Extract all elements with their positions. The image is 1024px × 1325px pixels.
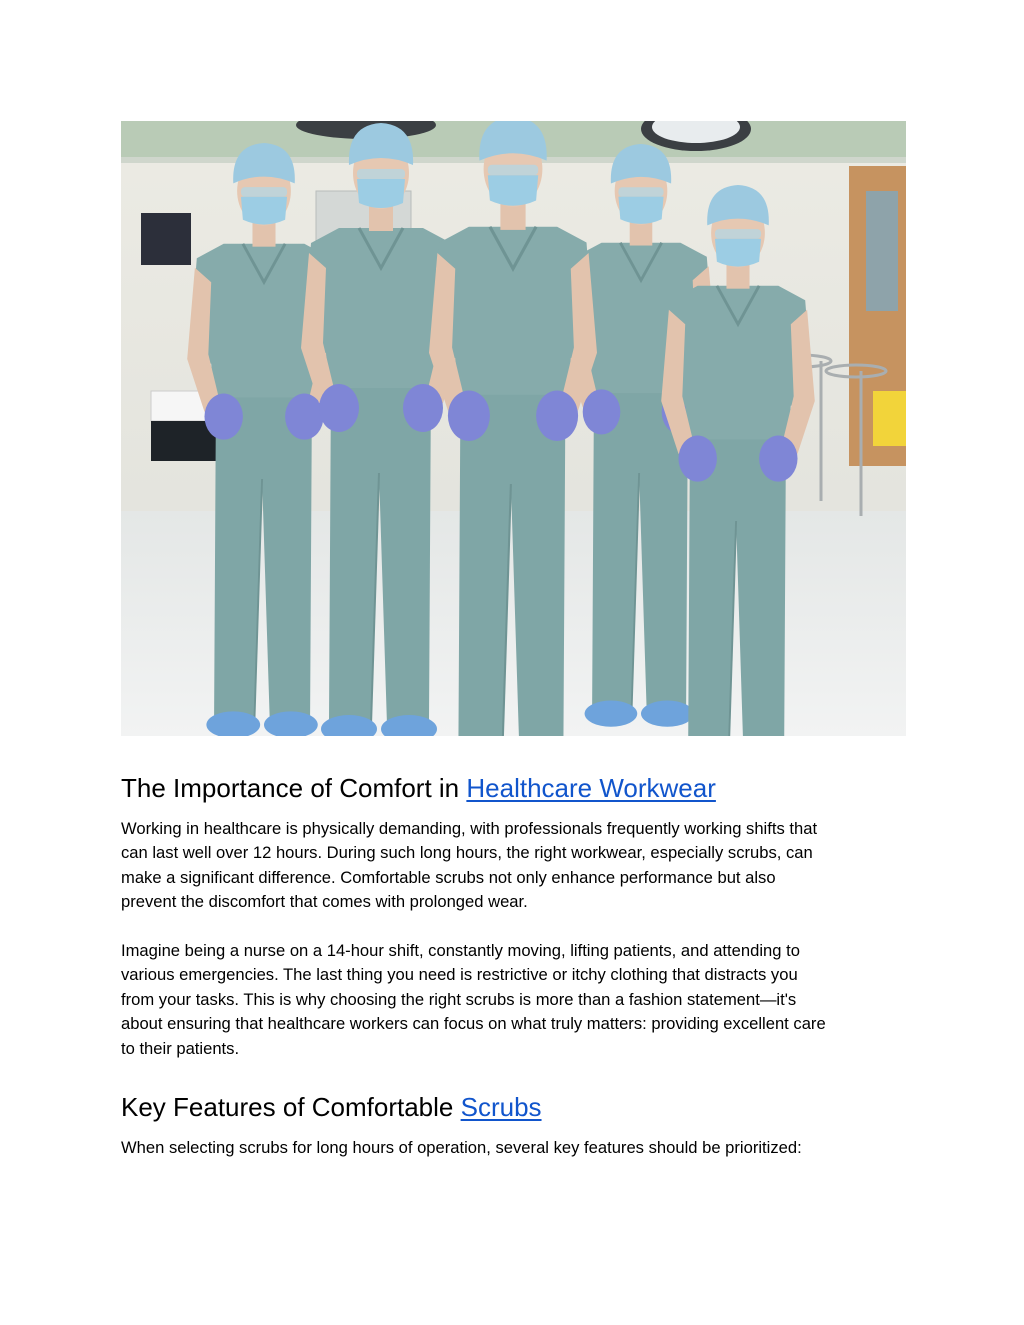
text-line: can last well over 12 hours. During such long hours, the right workwear, especially scrubs, can <box>121 843 813 863</box>
text-line: to their patients. <box>121 1038 240 1058</box>
paragraph-nurse-shift <box>121 939 911 1061</box>
text-line: Working in healthcare is physically demanding, with professionals frequently working shifts that <box>121 819 818 838</box>
text-line: prevent the discomfort that comes with prolonged wear. <box>121 892 528 912</box>
scrubs-link[interactable]: Scrubs <box>460 1092 542 1122</box>
heading-text: The Importance of Comfort in <box>121 773 467 803</box>
section-heading-key-features <box>121 1091 542 1123</box>
text-line: about ensuring that healthcare workers can focus on what truly matters: providing excellent care <box>121 1014 826 1034</box>
text-line: make a significant difference. Comfortable scrubs not only enhance performance but also <box>121 867 776 887</box>
text-line: various emergencies. The last thing you need is restrictive or itchy clothing that distracts you <box>121 965 798 985</box>
section-heading-comfort <box>121 772 716 804</box>
heading-text: Key Features of Comfortable <box>121 1092 461 1122</box>
text-line: When selecting scrubs for long hours of operation, several key features should be prioritized: <box>121 1138 802 1157</box>
paragraph-intro <box>121 817 911 915</box>
healthcare-workwear-link[interactable]: Healthcare Workwear <box>466 773 716 803</box>
text-line: Imagine being a nurse on a 14-hour shift, constantly moving, lifting patients, and attending to <box>121 941 800 960</box>
paragraph-key-features-intro <box>121 1136 911 1160</box>
text-line: from your tasks. This is why choosing the right scrubs is more than a fashion statement—it's <box>121 989 797 1009</box>
surgical-team-photo <box>121 121 906 736</box>
